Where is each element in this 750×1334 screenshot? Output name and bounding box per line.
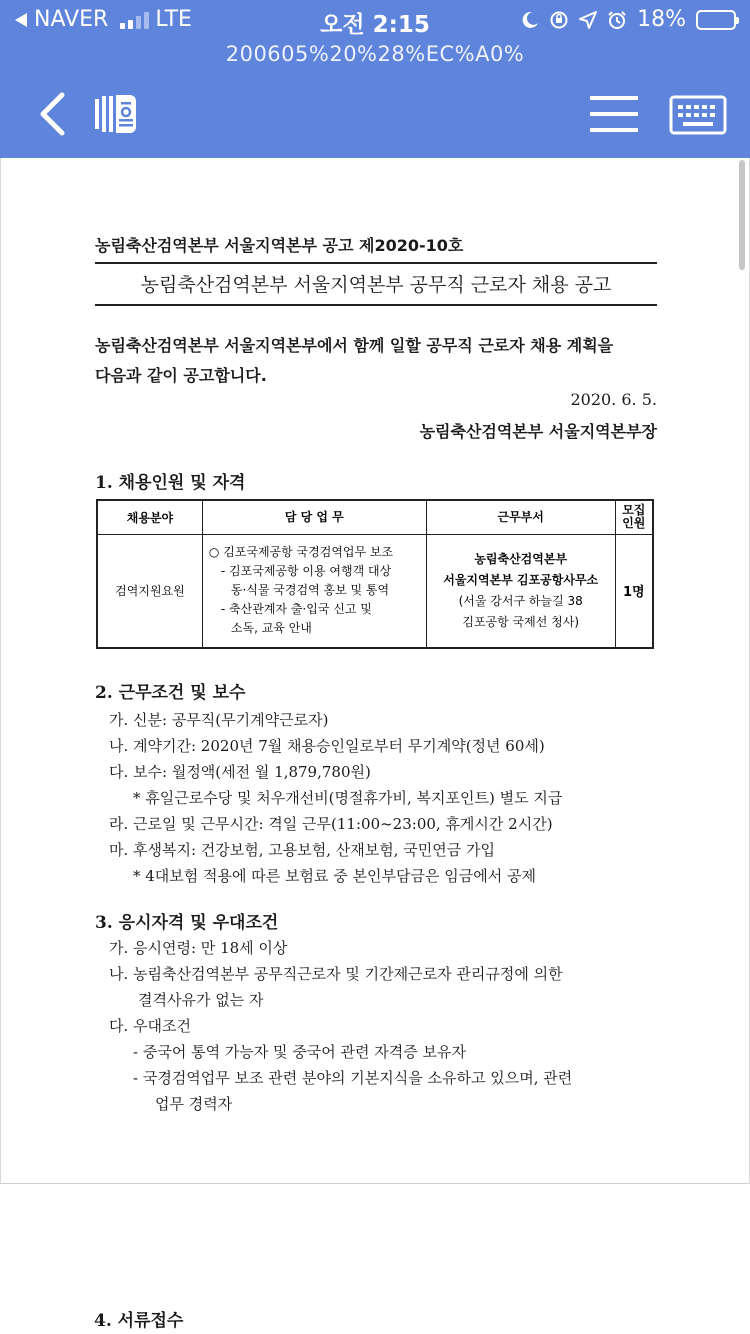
duty-line: ○ 김포국제공항 국경검역업무 보조 — [208, 545, 394, 560]
table-cell-field: 검역지원요원 — [97, 534, 202, 648]
table-header-count-line2: 인원 — [622, 516, 646, 531]
duty-line: 소독, 교육 안내 — [230, 621, 312, 636]
moon-icon — [521, 11, 539, 29]
section-3-sub-item: - 중국어 통역 가능자 및 중국어 관련 자격증 보유자 — [133, 1043, 467, 1061]
scrollbar[interactable] — [739, 160, 745, 270]
status-time: 오전 2:15 — [320, 12, 430, 38]
section-2-item: 가. 신분: 공무직(무기계약근로자) — [109, 711, 329, 729]
hamburger-menu-icon — [588, 94, 640, 134]
table-header-dept: 근무부서 — [426, 500, 615, 534]
document-title: 농림축산검역본부 서울지역본부 공무직 근로자 채용 공고 — [140, 274, 612, 296]
section-2-item: 마. 후생복지: 건강보험, 고용보험, 산재보험, 국민연금 가입 — [109, 841, 496, 859]
dept-line: 김포공항 국제선 청사) — [462, 614, 579, 629]
network-label: LTE — [155, 7, 192, 32]
title-rule-top — [95, 262, 657, 264]
battery-icon — [696, 10, 736, 30]
title-rule-bottom — [95, 304, 657, 306]
section-4-title: 4. 서류접수 — [94, 1311, 184, 1331]
hangul-viewer-icon — [92, 93, 138, 135]
table-header-count-line1: 모집 — [622, 503, 646, 518]
table-cell-dept — [426, 534, 615, 648]
section-1-title: 1. 채용인원 및 자격 — [95, 473, 246, 493]
alarm-icon — [607, 10, 627, 30]
status-bar — [0, 0, 750, 40]
table-header-duty: 담 당 업 무 — [202, 500, 426, 534]
table-cell-duty — [202, 534, 426, 648]
battery-percent: 18% — [637, 7, 686, 32]
dept-line: 서울지역본부 김포공항사무소 — [443, 572, 599, 587]
document-viewer[interactable] — [0, 158, 750, 1334]
table-row — [97, 534, 653, 648]
recruitment-table — [96, 499, 654, 649]
table-header-row — [97, 500, 653, 534]
intro-line-1: 농림축산검역본부 서울지역본부에서 함께 일할 공무직 근로자 채용 계획을 — [95, 336, 614, 355]
location-arrow-icon — [579, 11, 597, 29]
issuer: 농림축산검역본부 서울지역본부장 — [419, 422, 657, 441]
section-2-item: 다. 보수: 월정액(세전 월 1,879,780원) — [109, 763, 371, 781]
document-url: 200605%20%28%EC%A0% — [225, 42, 525, 66]
document-page — [0, 158, 750, 1184]
section-3-title: 3. 응시자격 및 우대조건 — [95, 913, 279, 933]
section-2-item: 나. 계약기간: 2020년 7월 채용승인일로부터 무기계약(정년 60세) — [109, 737, 545, 755]
section-3-item: 나. 농림축산검역본부 공무직근로자 및 기간제근로자 관리규정에 의한 — [109, 965, 563, 983]
dept-line: (서울 강서구 하늘길 38 — [458, 593, 583, 608]
duty-line: - 축산관계자 출·입국 신고 및 — [220, 602, 372, 617]
section-3-sub-item-cont: 업무 경력자 — [155, 1095, 233, 1113]
section-3-item-cont: 결격사유가 없는 자 — [138, 991, 264, 1009]
section-3-sub-item: - 국경검역업무 보조 관련 분야의 기본지식을 소유하고 있으며, 관련 — [133, 1069, 573, 1087]
carrier-label: NAVER — [34, 7, 109, 32]
table-header-field: 채용분야 — [97, 500, 202, 534]
status-right — [521, 7, 736, 32]
section-3-item: 다. 우대조건 — [109, 1017, 191, 1035]
menu-button[interactable] — [586, 92, 642, 136]
section-2-title: 2. 근무조건 및 보수 — [95, 683, 246, 703]
hangul-viewer-button[interactable] — [90, 92, 140, 136]
section-3-item: 가. 응시연령: 만 18세 이상 — [109, 939, 288, 957]
keyboard-button[interactable] — [668, 94, 728, 136]
notice-date: 2020. 6. 5. — [570, 390, 657, 409]
notice-number: 농림축산검역본부 서울지역본부 공고 제2020-10호 — [95, 236, 464, 255]
rotation-lock-icon — [549, 10, 569, 30]
app-header — [0, 0, 750, 158]
keyboard-icon — [669, 95, 727, 135]
section-2-item: 라. 근로일 및 근무시간: 격일 근무(11:00~23:00, 휴게시간 2시간) — [109, 815, 553, 833]
table-cell-count: 1명 — [615, 534, 653, 648]
table-header-count — [615, 500, 653, 534]
dept-line: 농림축산검역본부 — [474, 551, 568, 566]
intro-line-2: 다음과 같이 공고합니다. — [95, 366, 267, 385]
back-button[interactable] — [32, 90, 72, 138]
section-2-note: * 휴일근로수당 및 처우개선비(명절휴가비, 복지포인트) 별도 지급 — [133, 789, 563, 807]
duty-line: 동·식물 국경검역 홍보 및 통역 — [230, 583, 390, 598]
back-chevron-icon — [37, 92, 67, 136]
duty-line: - 김포국제공항 이용 여행객 대상 — [220, 564, 392, 579]
section-2-note: * 4대보험 적용에 따른 보험료 중 본인부담금은 임금에서 공제 — [133, 867, 536, 885]
